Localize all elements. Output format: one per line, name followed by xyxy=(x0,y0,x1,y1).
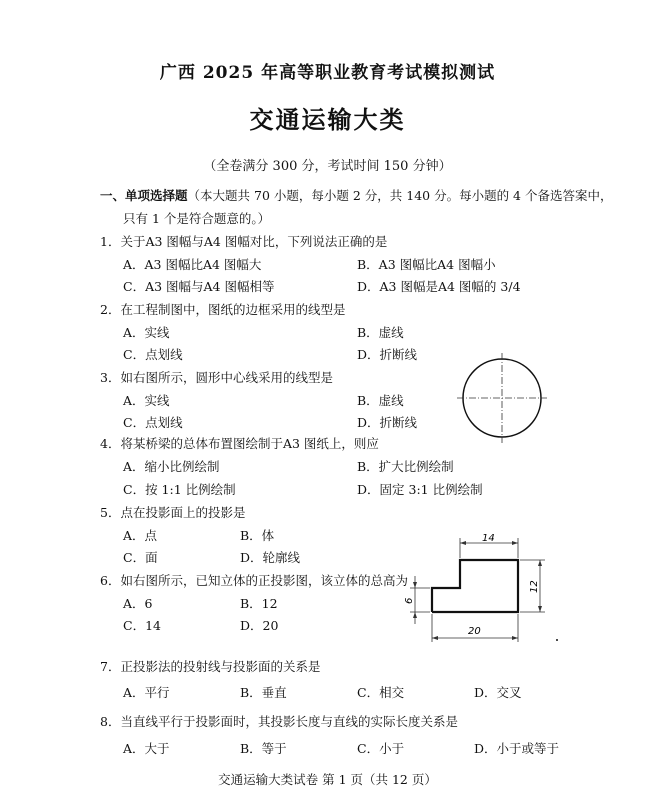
option-d: D．折断线 xyxy=(357,415,418,430)
option-c: C．14 xyxy=(123,618,161,633)
option-d: D．交叉 xyxy=(474,685,522,700)
question-stem: 5．点在投影面上的投影是 xyxy=(100,505,246,520)
section-heading-line xyxy=(100,186,612,204)
question-stem: 2．在工程制图中，图纸的边框采用的线型是 xyxy=(100,302,346,317)
section-instruction-cont: 只有 1 个是符合题意的。） xyxy=(123,211,271,226)
option-d: D．轮廓线 xyxy=(240,550,301,565)
option-a: A．点 xyxy=(123,528,158,543)
subject-title: 交通运输大类 xyxy=(249,105,406,134)
step-solid-projection-figure xyxy=(400,530,565,650)
option-c: C．点划线 xyxy=(123,415,183,430)
option-b: B．等于 xyxy=(240,741,287,756)
option-a: A．缩小比例绘制 xyxy=(123,459,220,474)
option-a: A．实线 xyxy=(123,393,170,408)
option-d: D．折断线 xyxy=(357,347,418,362)
option-a: A．6 xyxy=(123,596,153,611)
section-heading: 一、单项选择题 xyxy=(100,188,188,203)
option-b: B．体 xyxy=(240,528,275,543)
dim-label-right: 12 xyxy=(529,580,540,593)
solid-outline xyxy=(432,560,518,612)
circle-centerline-figure xyxy=(455,350,551,446)
question-stem: 4．将某桥梁的总体布置图绘制于A3 图纸上，则应 xyxy=(100,436,379,451)
option-c: C．面 xyxy=(123,550,158,565)
section-instruction: （本大题共 70 小题，每小题 2 分，共 140 分。每小题的 4 个备选答案中， xyxy=(187,188,613,203)
question-stem: 7．正投影法的投射线与投影面的关系是 xyxy=(100,659,321,674)
option-c: C．相交 xyxy=(357,685,405,700)
option-d: D．20 xyxy=(240,618,279,633)
option-a: A．实线 xyxy=(123,325,170,340)
question-stem: 6．如右图所示，已知立体的正投影图，该立体的总高为 xyxy=(100,573,408,588)
option-d: D．A3 图幅是A4 图幅的 3/4 xyxy=(357,279,521,294)
option-d: D．小于或等于 xyxy=(474,741,560,756)
page-footer: 交通运输大类试卷 第 1 页（共 12 页） xyxy=(218,772,437,787)
option-c: C．A3 图幅与A4 图幅相等 xyxy=(123,279,275,294)
option-a: A．A3 图幅比A4 图幅大 xyxy=(123,257,262,272)
option-d: D．固定 3:1 比例绘制 xyxy=(357,482,483,497)
option-b: B．A3 图幅比A4 图幅小 xyxy=(357,257,496,272)
dim-label-top: 14 xyxy=(482,533,495,544)
option-a: A．平行 xyxy=(123,685,170,700)
score-info: （全卷满分 300 分，考试时间 150 分钟） xyxy=(203,159,452,174)
option-a: A．大于 xyxy=(123,741,170,756)
option-b: B．虚线 xyxy=(357,393,404,408)
option-c: C．按 1:1 比例绘制 xyxy=(123,482,236,497)
dim-label-bottom: 20 xyxy=(468,626,481,637)
option-c: C．点划线 xyxy=(123,347,183,362)
option-c: C．小于 xyxy=(357,741,405,756)
option-b: B．垂直 xyxy=(240,685,287,700)
option-b: B．12 xyxy=(240,596,278,611)
question-stem: 8．当直线平行于投影面时，其投影长度与直线的实际长度关系是 xyxy=(100,714,458,729)
dim-label-left: 6 xyxy=(404,597,415,604)
question-stem: 3．如右图所示，圆形中心线采用的线型是 xyxy=(100,370,333,385)
option-b: B．扩大比例绘制 xyxy=(357,459,454,474)
option-b: B．虚线 xyxy=(357,325,404,340)
exam-title: 广西 2025 年高等职业教育考试模拟测试 xyxy=(159,63,496,83)
question-stem: 1．关于A3 图幅与A4 图幅对比，下列说法正确的是 xyxy=(100,234,388,249)
